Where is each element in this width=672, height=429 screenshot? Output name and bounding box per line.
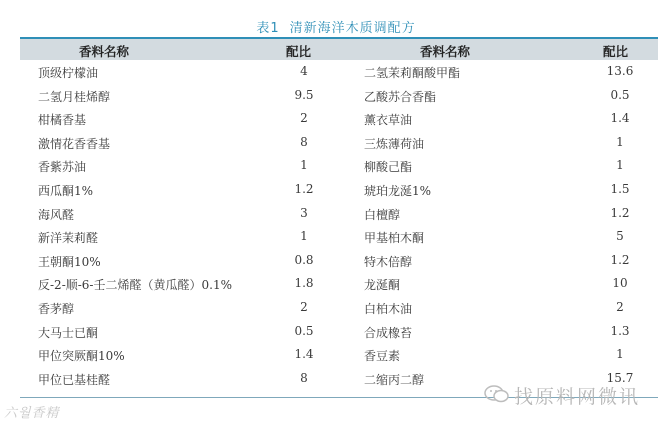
right-ratio-cell: 1.2 [610, 205, 630, 220]
right-name-cell: 合成橡苔 [364, 325, 413, 340]
left-ratio-cell: 8 [300, 134, 308, 149]
left-ratio-cell: 9.5 [294, 87, 314, 102]
left-ratio-cell: 1.2 [294, 181, 314, 196]
right-name-cell: 白柏木油 [364, 301, 413, 316]
right-ratio-cell: 1 [616, 158, 624, 173]
header-ratio-left: 配比 [286, 44, 312, 59]
right-name-cell: 三炼薄荷油 [364, 136, 425, 151]
left-name-cell: 二氢月桂烯醇 [38, 89, 111, 104]
right-name-cell: 薰衣草油 [364, 113, 413, 128]
watermark-right: 找原料网微讯 [514, 386, 641, 408]
left-ratio-cell: 2 [300, 111, 308, 126]
table-row [20, 202, 658, 226]
right-name-cell: 乙酸苏合香酯 [364, 89, 437, 104]
right-ratio-cell: 1 [616, 347, 624, 362]
left-name-cell: 柑橘香基 [38, 113, 87, 128]
table-row [20, 178, 658, 202]
table-header [20, 39, 658, 60]
right-name-cell: 柳酸己酯 [364, 160, 413, 175]
right-ratio-cell: 1.5 [610, 181, 630, 196]
right-ratio-cell: 1.2 [610, 252, 630, 267]
right-name-cell: 琥珀龙涎1% [364, 183, 432, 198]
right-ratio-cell: 13.6 [606, 64, 634, 78]
right-name-cell: 二缩丙二醇 [364, 372, 425, 387]
right-name-cell: 甲基柏木酮 [364, 231, 425, 246]
left-ratio-cell: 3 [300, 205, 308, 220]
table-row [20, 249, 658, 273]
right-ratio-cell: 10 [612, 276, 628, 291]
right-ratio-cell: 5 [616, 229, 624, 244]
header-name-left: 香料名称 [79, 44, 130, 59]
watermark-left: 六월香精 [4, 406, 60, 421]
left-name-cell: 香紫苏油 [38, 160, 87, 175]
right-ratio-cell: 1.3 [610, 323, 630, 338]
right-name-cell: 香豆素 [364, 349, 401, 364]
table-row [20, 154, 658, 178]
table-row [20, 272, 658, 296]
right-name-cell: 特木倍醇 [364, 254, 413, 269]
left-name-cell: 反-2-顺-6-壬二烯醛（黄瓜醛）0.1% [38, 278, 232, 293]
left-ratio-cell: 1.4 [294, 347, 314, 362]
left-name-cell: 甲位突厥酮10% [38, 349, 125, 364]
left-name-cell: 新洋茉莉醛 [38, 231, 99, 246]
left-ratio-cell: 4 [300, 64, 308, 78]
left-name-cell: 甲位已基桂醛 [38, 372, 111, 387]
table-body [20, 60, 658, 390]
table-row [20, 60, 658, 84]
left-ratio-cell: 1 [300, 158, 308, 173]
left-name-cell: 大马士已酮 [38, 325, 99, 340]
wechat-icon [484, 384, 510, 404]
table-row [20, 296, 658, 320]
table-title-text: 清新海洋木质调配方 [289, 21, 416, 36]
left-name-cell: 激情花香香基 [38, 136, 111, 151]
table-row [20, 320, 658, 344]
right-ratio-cell: 1.4 [610, 111, 630, 126]
table-number: 表1 [256, 21, 280, 36]
left-ratio-cell: 0.5 [294, 323, 314, 338]
header-ratio-right: 配比 [603, 44, 629, 59]
table-row [20, 343, 658, 367]
left-name-cell: 香茅醇 [38, 301, 75, 316]
table-row [20, 84, 658, 108]
right-ratio-cell: 1 [616, 134, 624, 149]
right-ratio-cell: 15.7 [606, 370, 634, 385]
header-name-right: 香料名称 [420, 44, 471, 59]
right-name-cell: 龙涎酮 [364, 278, 401, 293]
left-ratio-cell: 1.8 [294, 276, 314, 291]
right-ratio-cell: 0.5 [610, 87, 630, 102]
left-name-cell: 海风醛 [38, 207, 75, 222]
table-row [20, 107, 658, 131]
left-name-cell: 王朝酮10% [38, 254, 101, 269]
right-name-cell: 白檀醇 [364, 207, 401, 222]
table-row [20, 225, 658, 249]
table-row [20, 131, 658, 155]
formula-table [20, 37, 658, 390]
left-ratio-cell: 0.8 [294, 252, 314, 267]
right-name-cell: 二氢茉莉酮酸甲酯 [364, 66, 461, 80]
right-ratio-cell: 2 [616, 299, 624, 314]
left-ratio-cell: 2 [300, 299, 308, 314]
left-name-cell: 顶级柠檬油 [38, 66, 99, 80]
left-name-cell: 西瓜酮1% [38, 183, 94, 198]
table-title [0, 17, 672, 36]
left-ratio-cell: 8 [300, 370, 308, 385]
left-ratio-cell: 1 [300, 229, 308, 244]
